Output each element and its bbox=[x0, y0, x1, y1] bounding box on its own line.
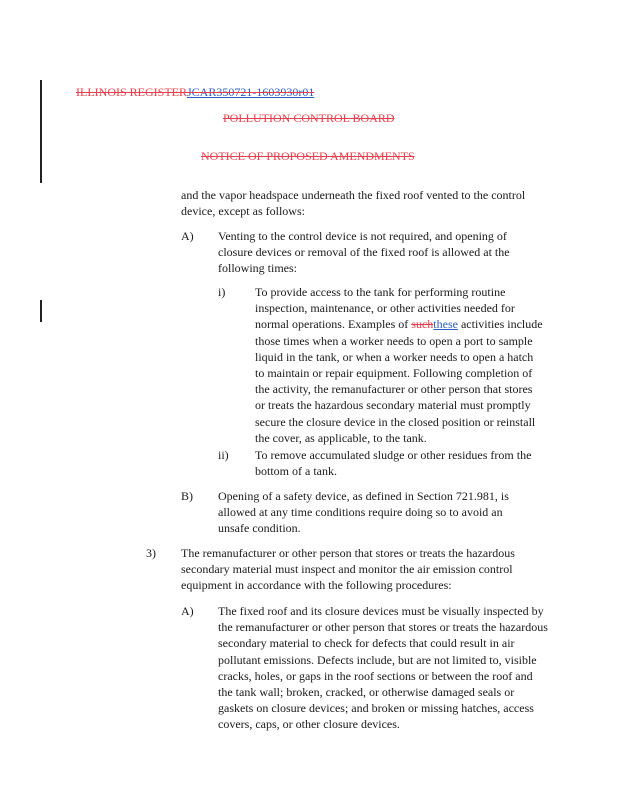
item-b-label: B) bbox=[181, 489, 193, 503]
deleted-text: such bbox=[411, 317, 434, 332]
board-name: POLLUTION CONTROL BOARD bbox=[223, 111, 395, 125]
register-struck: ILLINOIS REGISTER bbox=[76, 85, 187, 99]
intro-paragraph: and the vapor headspace underneath the fixed roof vented to the control device, except as follows: bbox=[181, 188, 526, 219]
change-bar-middle bbox=[40, 300, 42, 322]
item-i-text bbox=[255, 284, 544, 446]
item-a2-text: The fixed roof and its closure devices must be visually inspected by the remanufacturer or other person that stores or treats the hazardous secondary material to check for defects that could result in air pollutant emissions. Defects include, but are not limited to, visible cracks, holes, or gaps in the roof sections or between the roof and the tank wall; broken, cracked, or otherwise damaged seals or gaskets on closure devices; and broken or missing hatches, access covers, caps, or other closure devices. bbox=[218, 604, 548, 732]
item-i-text-after: activities include those times when a worker needs to open a port to sample liquid in the tank, or when a worker needs to open a hatch to maintain or repair equipment. Following completion of the activity, the remanufacturer or other person that stores or treats the hazardous secondary material must promptly secure the closure device in the closed position or reinstall the cover, as applicable, to the tank. bbox=[255, 317, 543, 445]
item-a-label: A) bbox=[181, 229, 194, 243]
item-3-label: 3) bbox=[146, 546, 156, 560]
item-ii-label: ii) bbox=[218, 448, 229, 462]
inserted-text: these bbox=[433, 317, 458, 332]
item-a-text: Venting to the control device is not required, and opening of closure devices or removal of the fixed roof is allowed at the following times: bbox=[218, 229, 510, 276]
item-ii-text: To remove accumulated sludge or other residues from the bottom of a tank. bbox=[255, 448, 532, 479]
change-bar-top bbox=[40, 80, 42, 183]
item-a2-label: A) bbox=[181, 604, 194, 618]
item-3-text: The remanufacturer or other person that stores or treats the hazardous secondary material must inspect and monitor the air emission control equipment in accordance with the following procedures: bbox=[181, 546, 515, 593]
register-inserted: JCAR350721-1603930r01 bbox=[187, 85, 315, 99]
item-i-label: i) bbox=[218, 285, 226, 299]
register-title bbox=[76, 85, 314, 100]
item-b-text: Opening of a safety device, as defined in Section 721.981, is allowed at any time conditions require doing so to avoid an unsafe condition. bbox=[218, 489, 509, 536]
item-i-text-before: To provide access to the tank for performing routine inspection, maintenance, or other activities needed for normal operations. Examples of bbox=[255, 285, 515, 332]
notice-title: NOTICE OF PROPOSED AMENDMENTS bbox=[201, 149, 415, 163]
